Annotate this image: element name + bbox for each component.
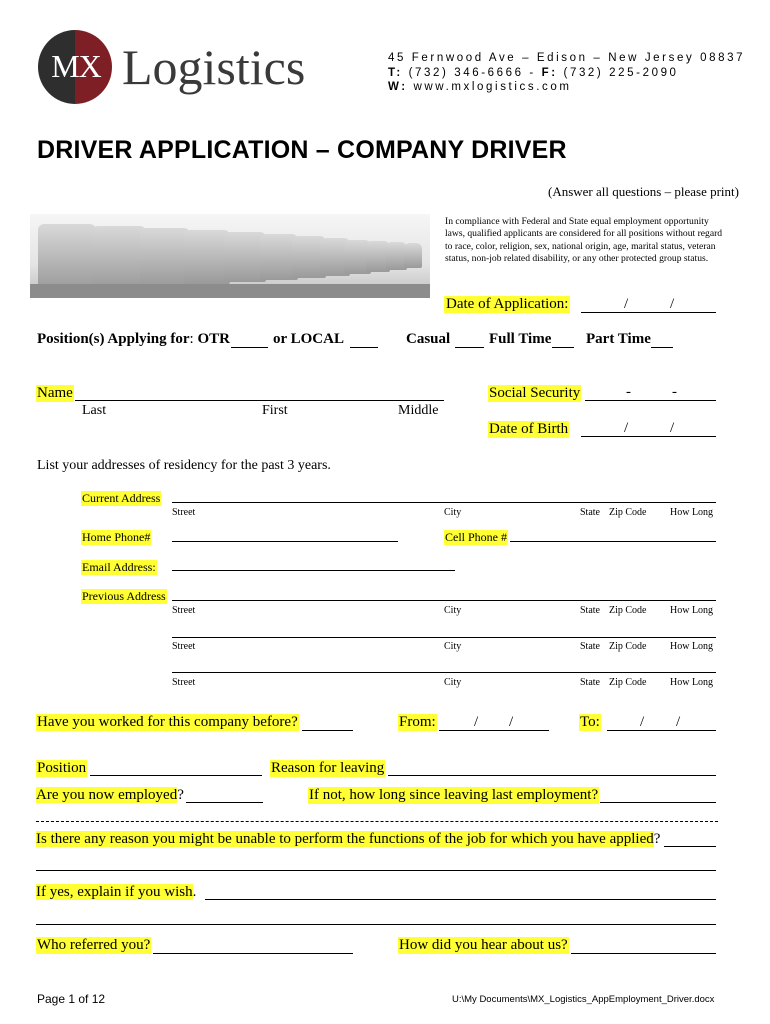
position-label: Position [37,760,87,776]
state-caption: State [580,605,600,616]
ssn-label: Social Security [489,385,581,401]
from-slash: / [509,714,514,730]
how-long-caption: How Long [670,605,714,616]
web-address: www.mxlogistics.com [413,81,572,93]
local-label: or LOCAL [273,331,344,347]
position-field[interactable] [90,775,262,776]
hear-about-field[interactable] [571,953,716,954]
truck-fleet-image [30,214,430,298]
from-field[interactable] [439,730,549,731]
previous-address-field-2[interactable] [172,637,716,638]
unable-qmark: ? [653,831,661,847]
if-yes-field-2[interactable] [36,924,716,925]
unable-row [36,831,660,848]
dob-field[interactable] [581,436,716,437]
city-caption: City [444,641,462,652]
company-phone-fax [388,66,679,80]
now-employed-qmark: ? [177,787,184,803]
referred-field[interactable] [153,953,353,954]
residency-prompt: List your addresses of residency for the past 3 years. [37,458,331,473]
positions-label: Position(s) Applying for [37,331,190,347]
state-caption: State [580,641,600,652]
ssn-dash: - [626,384,631,400]
part-time-label: Part Time [586,331,651,347]
zip-caption: Zip Code [609,507,647,518]
phone-label: T: [388,67,403,79]
otr-label: OTR [197,331,230,347]
email-field[interactable] [172,570,455,571]
cell-phone-field[interactable] [510,541,716,542]
company-address: 45 Fernwood Ave – Edison – New Jersey 08837 [388,52,746,64]
hear-about-label: How did you hear about us? [399,937,568,953]
full-time-label: Full Time [489,331,552,347]
page-title: DRIVER APPLICATION – COMPANY DRIVER [37,136,567,164]
full-time-field[interactable] [552,347,574,348]
if-yes-row [36,884,196,901]
compliance-text: In compliance with Federal and State equal employment opportunity laws, qualified applicants are considered for all positions without regard to race, color, religion, sex, national origin, age, marital status, veteran status, non-job related disability, or any other protected group status. [445,216,723,264]
email-label: Email Address: [82,560,156,574]
how-long-since-label: If not, how long since leaving last employment? [309,787,599,803]
date-application-slash: / [624,296,629,312]
casual-field[interactable] [455,347,484,348]
how-long-caption: How Long [670,507,714,518]
zip-caption: Zip Code [609,677,647,688]
date-application-field[interactable] [581,312,716,313]
from-slash: / [474,714,479,730]
otr-field[interactable] [231,347,268,348]
date-application-label: Date of Application: [446,296,569,312]
now-employed-field[interactable] [186,802,263,803]
instruction-text: (Answer all questions – please print) [548,184,739,199]
cell-phone-label: Cell Phone # [445,530,507,544]
web-label: W: [388,81,408,93]
street-caption: Street [172,605,196,616]
street-caption: Street [172,507,196,518]
worked-before-label: Have you worked for this company before? [37,714,298,730]
ssn-dash: - [672,384,677,400]
to-slash: / [676,714,681,730]
dashed-divider [36,821,718,822]
now-employed-row [36,787,184,804]
local-field[interactable] [350,347,378,348]
ssn-field[interactable] [585,400,716,401]
company-logo [36,28,336,108]
to-slash: / [640,714,645,730]
name-last-caption: Last [82,403,107,418]
how-long-caption: How Long [670,677,714,688]
date-application-slash: / [670,296,675,312]
page-number: Page 1 of 12 [37,992,106,1006]
name-label: Name [37,385,73,401]
reason-leaving-field[interactable] [388,775,716,776]
from-label: From: [399,714,436,730]
unable-reason-field[interactable] [664,846,716,847]
fax-separator: - [529,67,536,79]
now-employed-label: Are you now employed [36,787,178,803]
company-web [388,80,572,94]
city-caption: City [444,605,462,616]
fax-number: (732) 225-2090 [563,67,679,79]
part-time-field[interactable] [651,347,673,348]
dob-slash: / [670,420,675,436]
to-field[interactable] [607,730,716,731]
worked-before-field[interactable] [302,730,353,731]
positions-row: Position(s) Applying for: OTR [37,331,230,347]
name-field[interactable] [75,400,444,401]
state-caption: State [580,677,600,688]
file-path: U:\My Documents\MX_Logistics_AppEmployment_Driver.docx [452,994,715,1005]
logo-mark: MX [51,48,101,84]
previous-address-label: Previous Address [82,589,166,603]
how-long-caption: How Long [670,641,714,652]
name-first-caption: First [262,403,288,418]
home-phone-field[interactable] [172,541,398,542]
current-address-label: Current Address [82,491,161,505]
street-caption: Street [172,641,196,652]
referred-label: Who referred you? [37,937,151,953]
fax-label: F: [541,67,558,79]
unable-reason-label: Is there any reason you might be unable to perform the functions of the job for which you have applied [36,831,654,847]
street-caption: Street [172,677,196,688]
if-yes-label: If yes, explain if you wish [36,884,193,900]
city-caption: City [444,507,462,518]
phone-number: (732) 346-6666 [408,67,524,79]
state-caption: State [580,507,600,518]
casual-label: Casual [406,331,451,347]
if-yes-field[interactable] [205,899,716,900]
name-middle-caption: Middle [398,403,439,418]
dob-slash: / [624,420,629,436]
home-phone-label: Home Phone# [82,530,151,544]
reason-leaving-label: Reason for leaving [271,760,385,776]
current-address-field[interactable] [172,502,716,503]
previous-address-field[interactable] [172,600,716,601]
if-yes-period: . [192,884,197,900]
zip-caption: Zip Code [609,641,647,652]
previous-address-field-3[interactable] [172,672,716,673]
how-long-since-field[interactable] [600,802,716,803]
city-caption: City [444,677,462,688]
unable-reason-field-2[interactable] [36,870,716,871]
logo-word: Logistics [122,39,306,95]
dob-label: Date of Birth [489,421,569,437]
zip-caption: Zip Code [609,605,647,616]
to-label: To: [580,714,600,730]
